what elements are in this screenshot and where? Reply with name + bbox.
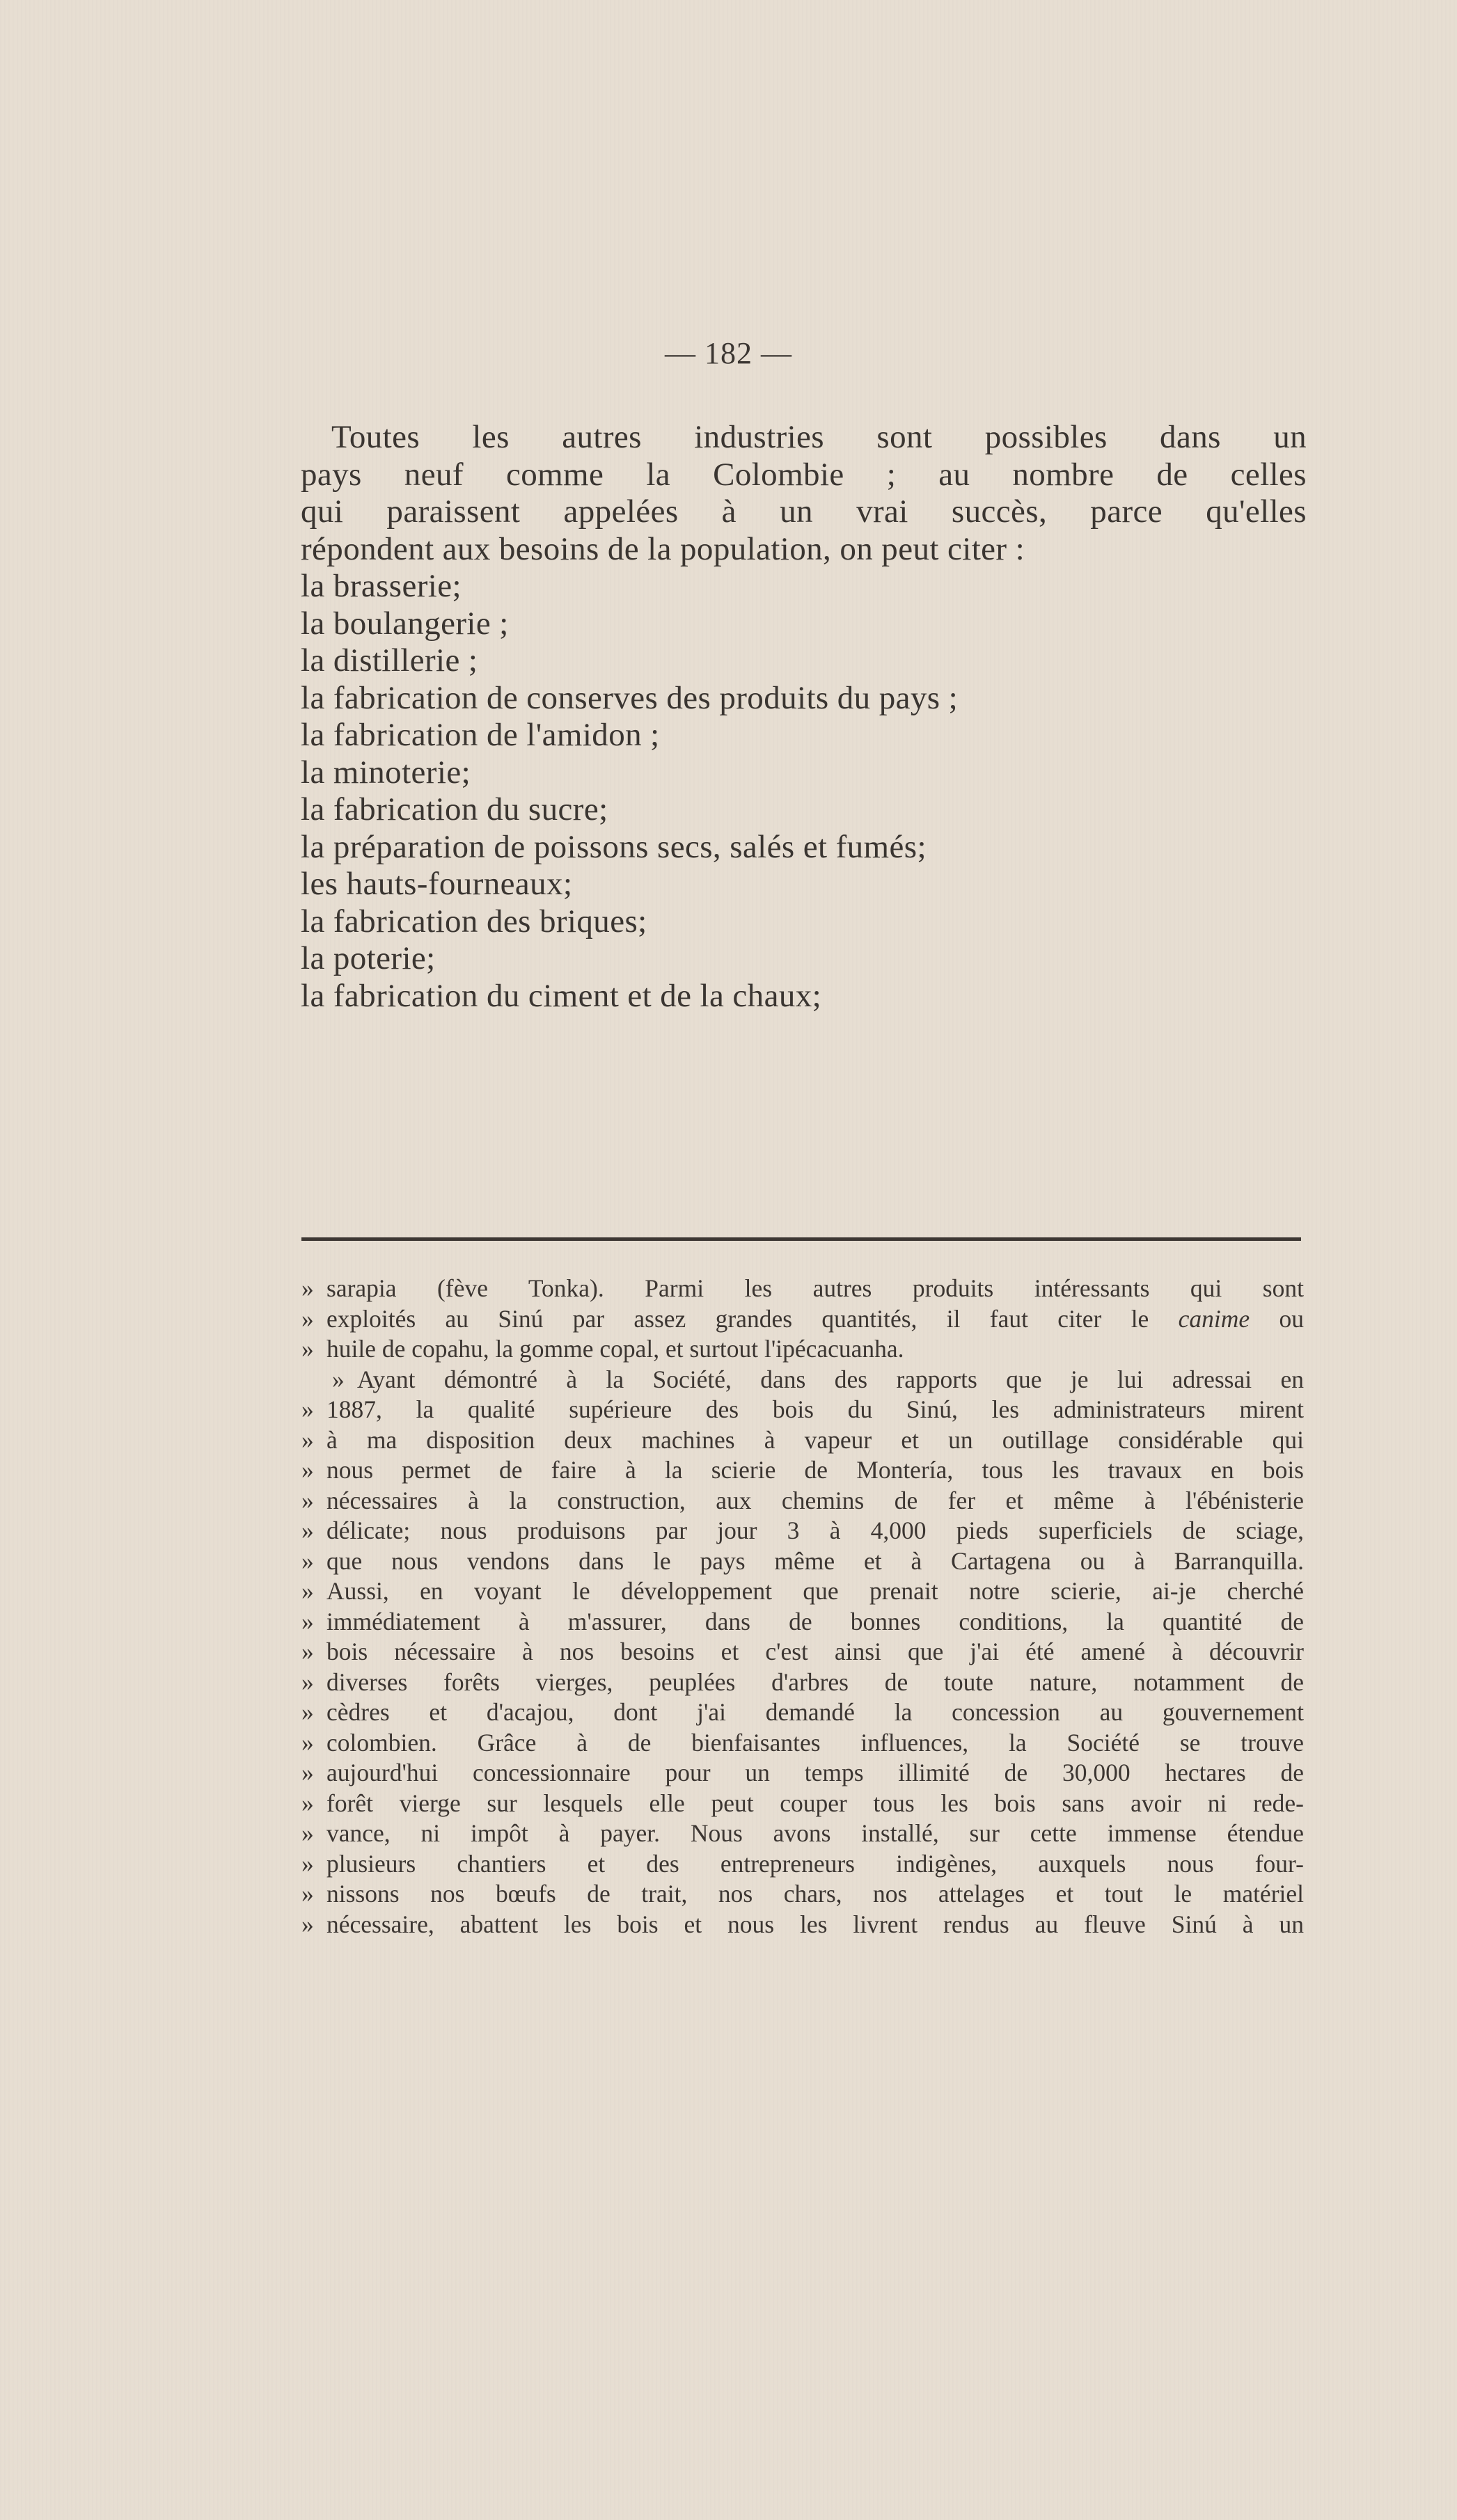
footnote-line: » Ayant démontré à la Société, dans des rapports que je lui adressai en: [301, 1365, 1304, 1395]
italic-term: canime: [1178, 1304, 1250, 1333]
paragraph-line: répondent aux besoins de la population, on peut citer :: [301, 530, 1025, 567]
footnote-line: » immédiatement à m'assurer, dans de bonnes conditions, la quantité de: [301, 1607, 1304, 1638]
quote-mark: »: [332, 1365, 345, 1393]
industry-list-item: la minoterie;: [301, 754, 471, 791]
footnote-line: » nécessaires à la construction, aux chemins de fer et même à l'ébénisterie: [301, 1486, 1304, 1516]
quote-mark: »: [301, 1607, 314, 1635]
paragraph-line: pays neuf comme la Colombie ; au nombre de celles: [301, 456, 1307, 493]
quote-mark: »: [301, 1638, 314, 1665]
industry-list-item: la boulangerie ;: [301, 605, 509, 642]
industry-list-item: la préparation de poissons secs, salés et fumés;: [301, 828, 927, 865]
footnote-line: » huile de copahu, la gomme copal, et surtout l'ipécacuanha.: [301, 1334, 1304, 1365]
industry-list-item: la fabrication du ciment et de la chaux;: [301, 977, 822, 1014]
quote-mark: »: [301, 1667, 314, 1696]
footnote-line: » plusieurs chantiers et des entrepreneurs indigènes, auxquels nous four-: [301, 1849, 1304, 1880]
footnote-line: » sarapia (fève Tonka). Parmi les autres produits intéressants qui sont: [301, 1274, 1304, 1304]
quote-mark: »: [301, 1274, 314, 1302]
footnote-separator-rule: [301, 1237, 1301, 1241]
quote-mark: »: [301, 1728, 314, 1757]
page-number: — 182 —: [665, 336, 792, 370]
industry-list-item: la distillerie ;: [301, 642, 478, 679]
footnote-line: » délicate; nous produisons par jour 3 à 4,000 pieds superficiels de sciage,: [301, 1516, 1304, 1546]
footnote-line: » aujourd'hui concessionnaire pour un temps illimité de 30,000 hectares de: [301, 1758, 1304, 1789]
footnote-block: [301, 1274, 1304, 1940]
footnote-line: » diverses forêts vierges, peuplées d'arbres de toute nature, notamment de: [301, 1667, 1304, 1698]
quote-mark: »: [301, 1395, 314, 1423]
footnote-line: » nous permet de faire à la scierie de Montería, tous les travaux en bois: [301, 1455, 1304, 1486]
quote-mark: »: [301, 1425, 314, 1454]
industry-list-item: la fabrication de conserves des produits du pays ;: [301, 679, 959, 716]
footnote-line: » nécessaire, abattent les bois et nous les livrent rendus au fleuve Sinú à un: [301, 1910, 1304, 1940]
footnote-line: » que nous vendons dans le pays même et à Cartagena ou à Barranquilla.: [301, 1546, 1304, 1577]
quote-mark: »: [301, 1335, 314, 1363]
footnote-line: » forêt vierge sur lesquels elle peut couper tous les bois sans avoir ni rede-: [301, 1789, 1304, 1819]
quote-mark: »: [301, 1546, 314, 1575]
industry-list-item: la fabrication du sucre;: [301, 791, 608, 827]
paragraph-line: qui paraissent appelées à un vrai succès, parce qu'elles: [301, 493, 1307, 530]
quote-mark: »: [301, 1910, 314, 1938]
quote-mark: »: [301, 1849, 314, 1878]
quote-mark: »: [301, 1304, 314, 1333]
industry-list-item: la fabrication des briques;: [301, 903, 647, 940]
quote-mark: »: [301, 1456, 314, 1484]
quote-mark: »: [301, 1759, 314, 1786]
footnote-line: » exploités au Sinú par assez grandes quantités, il faut citer le canime ou: [301, 1304, 1304, 1335]
footnote-line: » 1887, la qualité supérieure des bois du Sinú, les administrateurs mirent: [301, 1395, 1304, 1425]
industry-list-item: les hauts-fourneaux;: [301, 866, 573, 902]
quote-mark: »: [301, 1880, 314, 1908]
main-text: [301, 419, 1307, 1015]
quote-mark: »: [301, 1577, 314, 1605]
industry-list-item: la fabrication de l'amidon ;: [301, 717, 660, 753]
quote-mark: »: [301, 1486, 314, 1514]
industry-list-item: la brasserie;: [301, 568, 462, 604]
quote-mark: »: [301, 1698, 314, 1726]
quote-mark: »: [301, 1516, 314, 1544]
industry-list-item: la poterie;: [301, 940, 436, 976]
quote-mark: »: [301, 1789, 314, 1817]
quote-mark: »: [301, 1819, 314, 1847]
footnote-line: » bois nécessaire à nos besoins et c'est ainsi que j'ai été amené à découvrir: [301, 1637, 1304, 1667]
footnote-line: » nissons nos bœufs de trait, nos chars, nos attelages et tout le matériel: [301, 1879, 1304, 1910]
footnote-line: » colombien. Grâce à de bienfaisantes influences, la Société se trouve: [301, 1728, 1304, 1759]
footnote-line: » cèdres et d'acajou, dont j'ai demandé la concession au gouvernement: [301, 1697, 1304, 1728]
footnote-line: » vance, ni impôt à payer. Nous avons installé, sur cette immense étendue: [301, 1818, 1304, 1849]
footnote-line: » Aussi, en voyant le développement que prenait notre scierie, ai-je cherché: [301, 1576, 1304, 1607]
paragraph-line: Toutes les autres industries sont possibles dans un: [331, 419, 1307, 455]
footnote-line: » à ma disposition deux machines à vapeur et un outillage considérable qui: [301, 1425, 1304, 1456]
